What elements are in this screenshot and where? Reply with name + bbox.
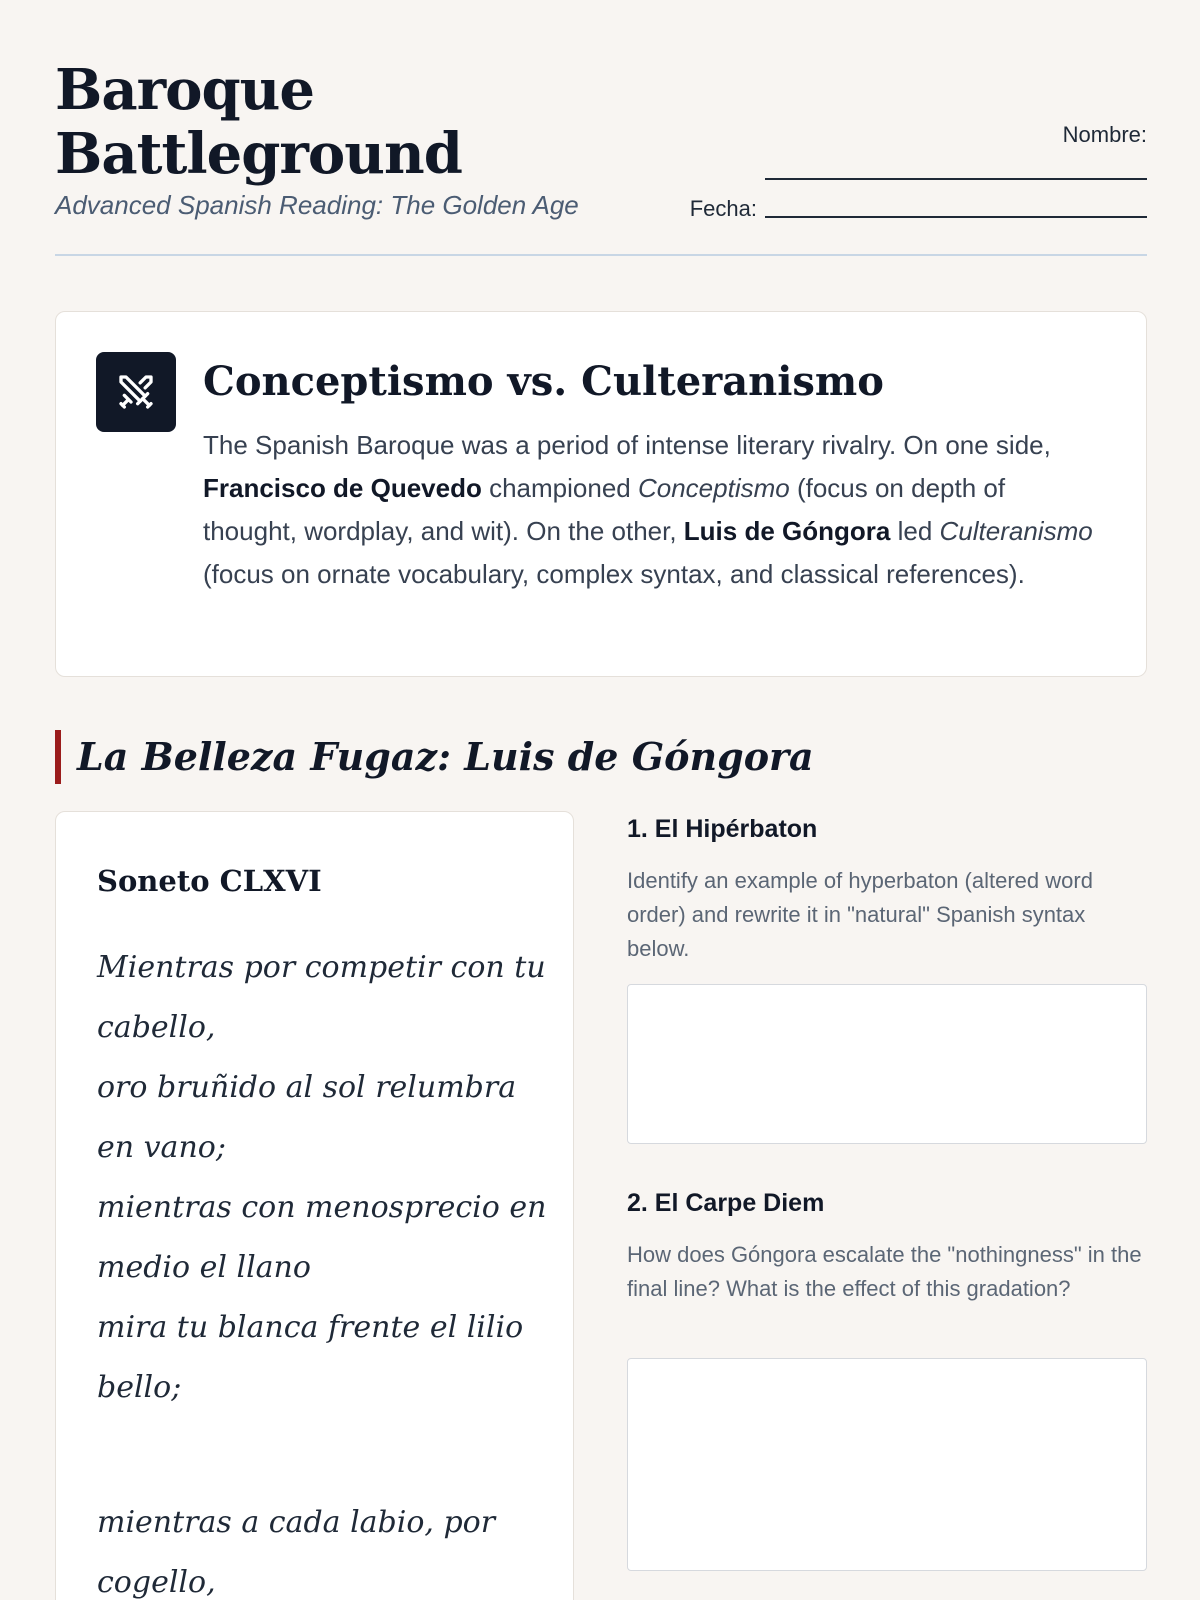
question-1-title: 1. El Hipérbaton (627, 815, 818, 843)
intro-text-3: (focus on depth of thought, wordplay, and wit). On the other, (203, 473, 1006, 546)
answer-box-2[interactable] (627, 1358, 1147, 1571)
name-input-line[interactable] (765, 178, 1147, 180)
poem-line: oro bruñido al sol relumbra en vano; (97, 1070, 517, 1165)
answer-box-1[interactable] (627, 984, 1147, 1144)
page-title (55, 58, 462, 186)
intro-paragraph (203, 424, 1103, 596)
section-title: La Belleza Fugaz: Luis de Góngora (55, 730, 814, 784)
gongora-name: Luis de Góngora (683, 516, 891, 546)
worksheet-page (55, 0, 1147, 1600)
poem-card (55, 811, 574, 1600)
question-1-text: Identify an example of hyperbaton (altered word order) and rewrite it in "natural" Spanish syntax below. (627, 868, 1093, 961)
intro-text-4: led (890, 516, 940, 546)
date-field (690, 196, 1147, 222)
quevedo-name: Francisco de Quevedo (203, 473, 482, 503)
conceptismo-term: Conceptismo (637, 473, 790, 503)
stanza-break (97, 1418, 547, 1493)
poem-title: Soneto CLXVI (97, 864, 322, 898)
worksheet-header (55, 0, 1147, 256)
intro-text-1: The Spanish Baroque was a period of intense literary rivalry. On one side, (203, 430, 1051, 460)
name-label: Nombre: (1062, 122, 1147, 147)
poem-line: mientras a cada labio, por cogello, (97, 1505, 496, 1600)
date-label: Fecha: (689, 196, 757, 221)
poem-text (97, 938, 547, 1600)
culteranismo-term: Culteranismo (939, 516, 1093, 546)
page-subtitle: Advanced Spanish Reading: The Golden Age (55, 190, 579, 220)
intro-title: Conceptismo vs. Culteranismo (203, 358, 884, 405)
crossed-swords-icon (96, 352, 176, 432)
intro-text-5: (focus on ornate vocabulary, complex syntax, and classical references). (203, 559, 1025, 589)
poem-line: mientras con menosprecio en medio el llano (97, 1190, 547, 1285)
poem-line: mira tu blanca frente el lilio bello; (97, 1310, 524, 1405)
title-line-2: Battleground (55, 121, 462, 187)
intro-card (55, 311, 1147, 677)
poem-line: Mientras por competir con tu cabello, (97, 950, 546, 1045)
question-2-title: 2. El Carpe Diem (627, 1189, 825, 1217)
question-2-text: How does Góngora escalate the "nothingness" in the final line? What is the effect of this gradation? (627, 1242, 1142, 1301)
date-input-line[interactable] (765, 216, 1147, 218)
title-line-1: Baroque (55, 57, 314, 123)
intro-text-2: championed (481, 473, 638, 503)
